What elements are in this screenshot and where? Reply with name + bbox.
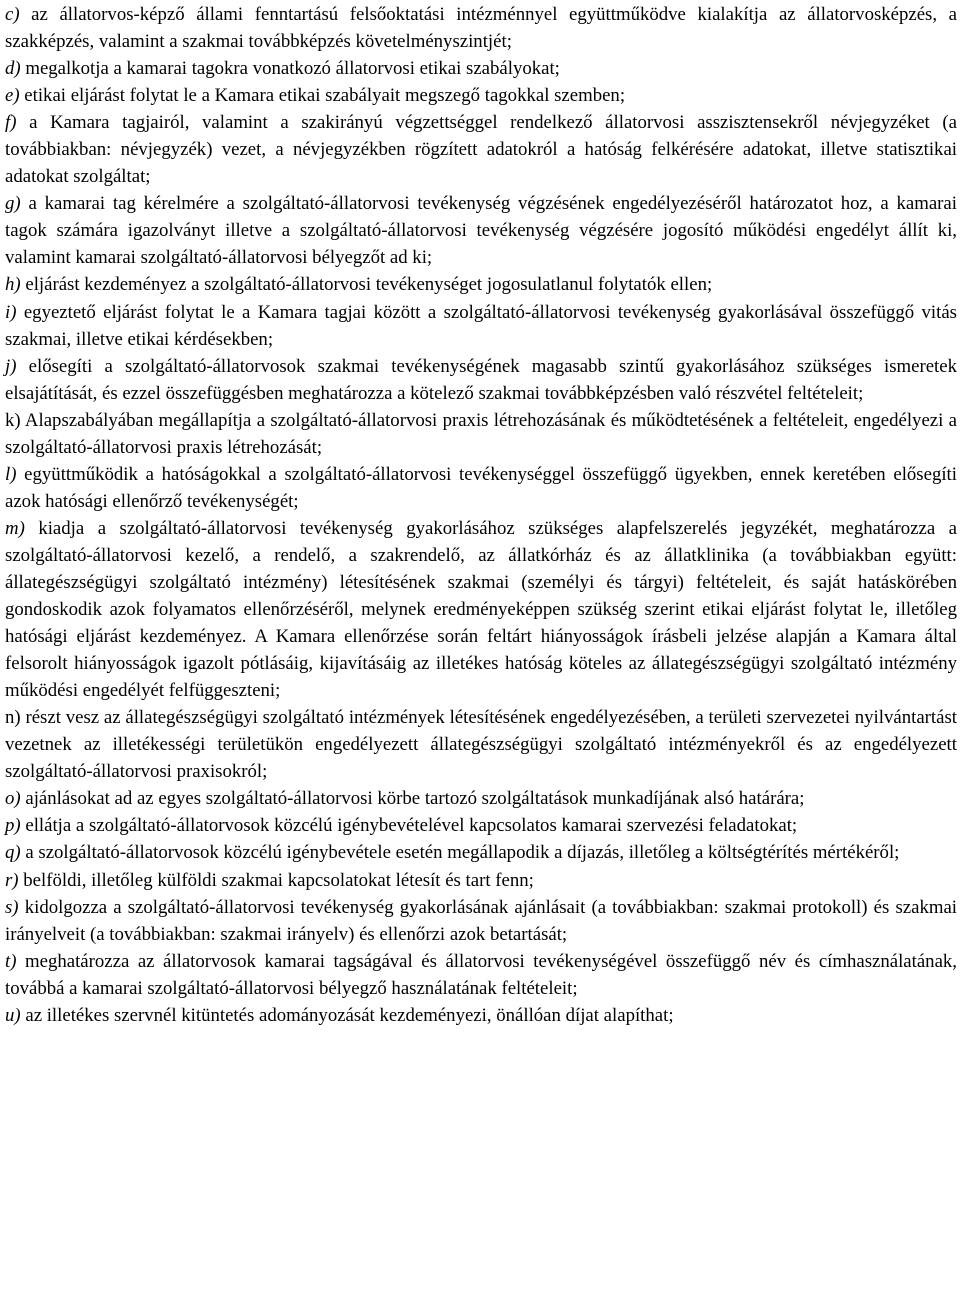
item-text: együttműködik a hatóságokkal a szolgáltató-állatorvosi tevékenységgel összefüggő ügyekben, ennek keretében elősegíti azok hatósági ellenőrző tevékenységét; xyxy=(5,463,957,512)
item-text: elősegíti a szolgáltató-állatorvosok szakmai tevékenységének magasabb szintű gyakorlásához szükséges ismeretek elsajátítását, és ezzel összefüggésben meghatározza a kötelező szakmai továbbképzésben való részvétel feltételeit; xyxy=(5,355,957,404)
item-text: az állatorvos-képző állami fenntartású felsőoktatási intézménnyel együttműködve kialakítja az állatorvosképzés, a szakképzés, valamint a szakmai továbbképzés követelményszintjét; xyxy=(5,4,957,53)
list-item-e xyxy=(5,82,957,109)
item-label: i) xyxy=(5,301,17,323)
item-text: ellátja a szolgáltató-állatorvosok közcélú igénybevételével kapcsolatos kamarai szervezési feladatokat; xyxy=(20,815,798,837)
item-label: c) xyxy=(5,4,20,25)
item-label: q) xyxy=(5,842,21,864)
item-label: h) xyxy=(5,274,21,296)
item-text: etikai eljárást folytat le a Kamara etikai szabályait megszegő tagokkal szemben; xyxy=(19,85,626,107)
item-text: kidolgozza a szolgáltató-állatorvosi tevékenység gyakorlásának ajánlásait (a továbbiakban: szakmai protokoll) és szakmai irányelveit (a továbbiakban: szakmai irányelv) és ellenőrzi azok betartását; xyxy=(5,896,957,945)
item-text: megalkotja a kamarai tagokra vonatkozó állatorvosi etikai szabályokat; xyxy=(20,58,560,80)
item-text: a szolgáltató-állatorvosok közcélú igénybevétele esetén megállapodik a díjazás, illetőleg a költségtérítés mértékéről; xyxy=(20,842,900,864)
item-text: a kamarai tag kérelmére a szolgáltató-állatorvosi tevékenység végzésének engedélyezéséről határozatot hoz, a kamarai tagok számára igazolványt illetve a szolgáltató-állatorvosi tevékenység végzésére jogosító működési engedélyt állít ki, valamint kamarai szolgáltató-állatorvosi bélyegzőt ad ki; xyxy=(5,193,957,269)
item-text: kiadja a szolgáltató-állatorvosi tevékenység gyakorlásához szükséges alapfelszerelés jegyzékét, meghatározza a szolgáltató-állatorvosi kezelő, a rendelő, a szakrendelő, az állatkórház és az állatklinika (a továbbiakban együtt: állategészségügyi szolgáltató intézmény) létesítésének szakmai (személyi és tárgyi) feltételeit, és saját hatáskörében gondoskodik azok folyamatos ellenőrzéséről, melynek eredményeképpen szükség szerint etikai eljárást folytat le, illetőleg hatósági eljárást kezdeményez. A Kamara ellenőrzése során feltárt hiányosságok írásbeli jelzése alapján a Kamara által felsorolt hiányosságok igazolt pótlásáig, kijavításáig az illetékes hatóság köteles az állategészségügyi szolgáltató intézmény működési engedélyét felfüggeszteni; xyxy=(5,517,957,702)
item-text: n) részt vesz az állategészségügyi szolgáltató intézmények létesítésének engedélyezésében, a területi szervezetei nyilvántartást vezetnek az illetékességi területükön engedélyezett állategészségügyi szolgáltató intézményekről és az engedélyezett szolgáltató-állatorvosi praxisokról; xyxy=(5,707,957,783)
list-item-s xyxy=(5,894,957,948)
document-page xyxy=(5,1,957,1029)
item-label: e) xyxy=(5,85,20,107)
list-item-p xyxy=(5,812,957,839)
item-text: ajánlásokat ad az egyes szolgáltató-állatorvosi körbe tartozó szolgáltatások munkadíjának alsó határára; xyxy=(20,788,805,810)
item-text: meghatározza az állatorvosok kamarai tagságával és állatorvosi tevékenységével összefüggő név és címhasználatának, továbbá a kamarai szolgáltató-állatorvosi bélyegző használatának feltételeit; xyxy=(5,950,957,999)
item-label: r) xyxy=(5,869,19,891)
item-label: u) xyxy=(5,1004,21,1026)
list-item-u xyxy=(5,1002,957,1029)
list-item-l xyxy=(5,461,957,515)
item-text: az illetékes szervnél kitüntetés adományozását kezdeményezi, önállóan díjat alapíthat; xyxy=(20,1004,674,1026)
item-label: o) xyxy=(5,788,21,810)
item-label: l) xyxy=(5,463,17,485)
list-item-o xyxy=(5,785,957,812)
item-label: p) xyxy=(5,815,21,837)
list-item-j xyxy=(5,353,957,407)
item-label: f) xyxy=(5,112,17,134)
list-item-c xyxy=(5,1,957,55)
list-item-f xyxy=(5,109,957,190)
item-label: s) xyxy=(5,896,19,918)
item-label: m) xyxy=(5,517,25,539)
list-item-d xyxy=(5,55,957,82)
list-item-h xyxy=(5,271,957,298)
item-text: belföldi, illetőleg külföldi szakmai kapcsolatokat létesít és tart fenn; xyxy=(18,869,534,891)
list-item-t xyxy=(5,948,957,1002)
list-item-k xyxy=(5,407,957,461)
item-text: egyeztető eljárást folytat le a Kamara tagjai között a szolgáltató-állatorvosi tevékenység gyakorlásával összefüggő vitás szakmai, illetve etikai kérdésekben; xyxy=(5,301,957,350)
list-item-g xyxy=(5,190,957,271)
item-text: k) Alapszabályában megállapítja a szolgáltató-állatorvosi praxis létrehozásának és működtetésének a feltételeit, engedélyezi a szolgáltató-állatorvosi praxis létrehozását; xyxy=(5,409,957,458)
list-item-m xyxy=(5,515,957,704)
list-item-r xyxy=(5,867,957,894)
item-label: d) xyxy=(5,58,21,80)
item-text: a Kamara tagjairól, valamint a szakirányú végzettséggel rendelkező állatorvosi asszisztensekről névjegyzéket (a továbbiakban: névjegyzék) vezet, a névjegyzékben rögzített adatokról a hatóság felkérésére adatokat, illetve statisztikai adatokat szolgáltat; xyxy=(5,112,957,188)
item-label: g) xyxy=(5,193,21,215)
list-item-q xyxy=(5,839,957,866)
list-item-i xyxy=(5,299,957,353)
item-label: j) xyxy=(5,355,17,377)
item-text: eljárást kezdeményez a szolgáltató-állatorvosi tevékenységet jogosulatlanul folytatók ellen; xyxy=(20,274,713,296)
list-item-n xyxy=(5,704,957,785)
item-label: t) xyxy=(5,950,17,972)
